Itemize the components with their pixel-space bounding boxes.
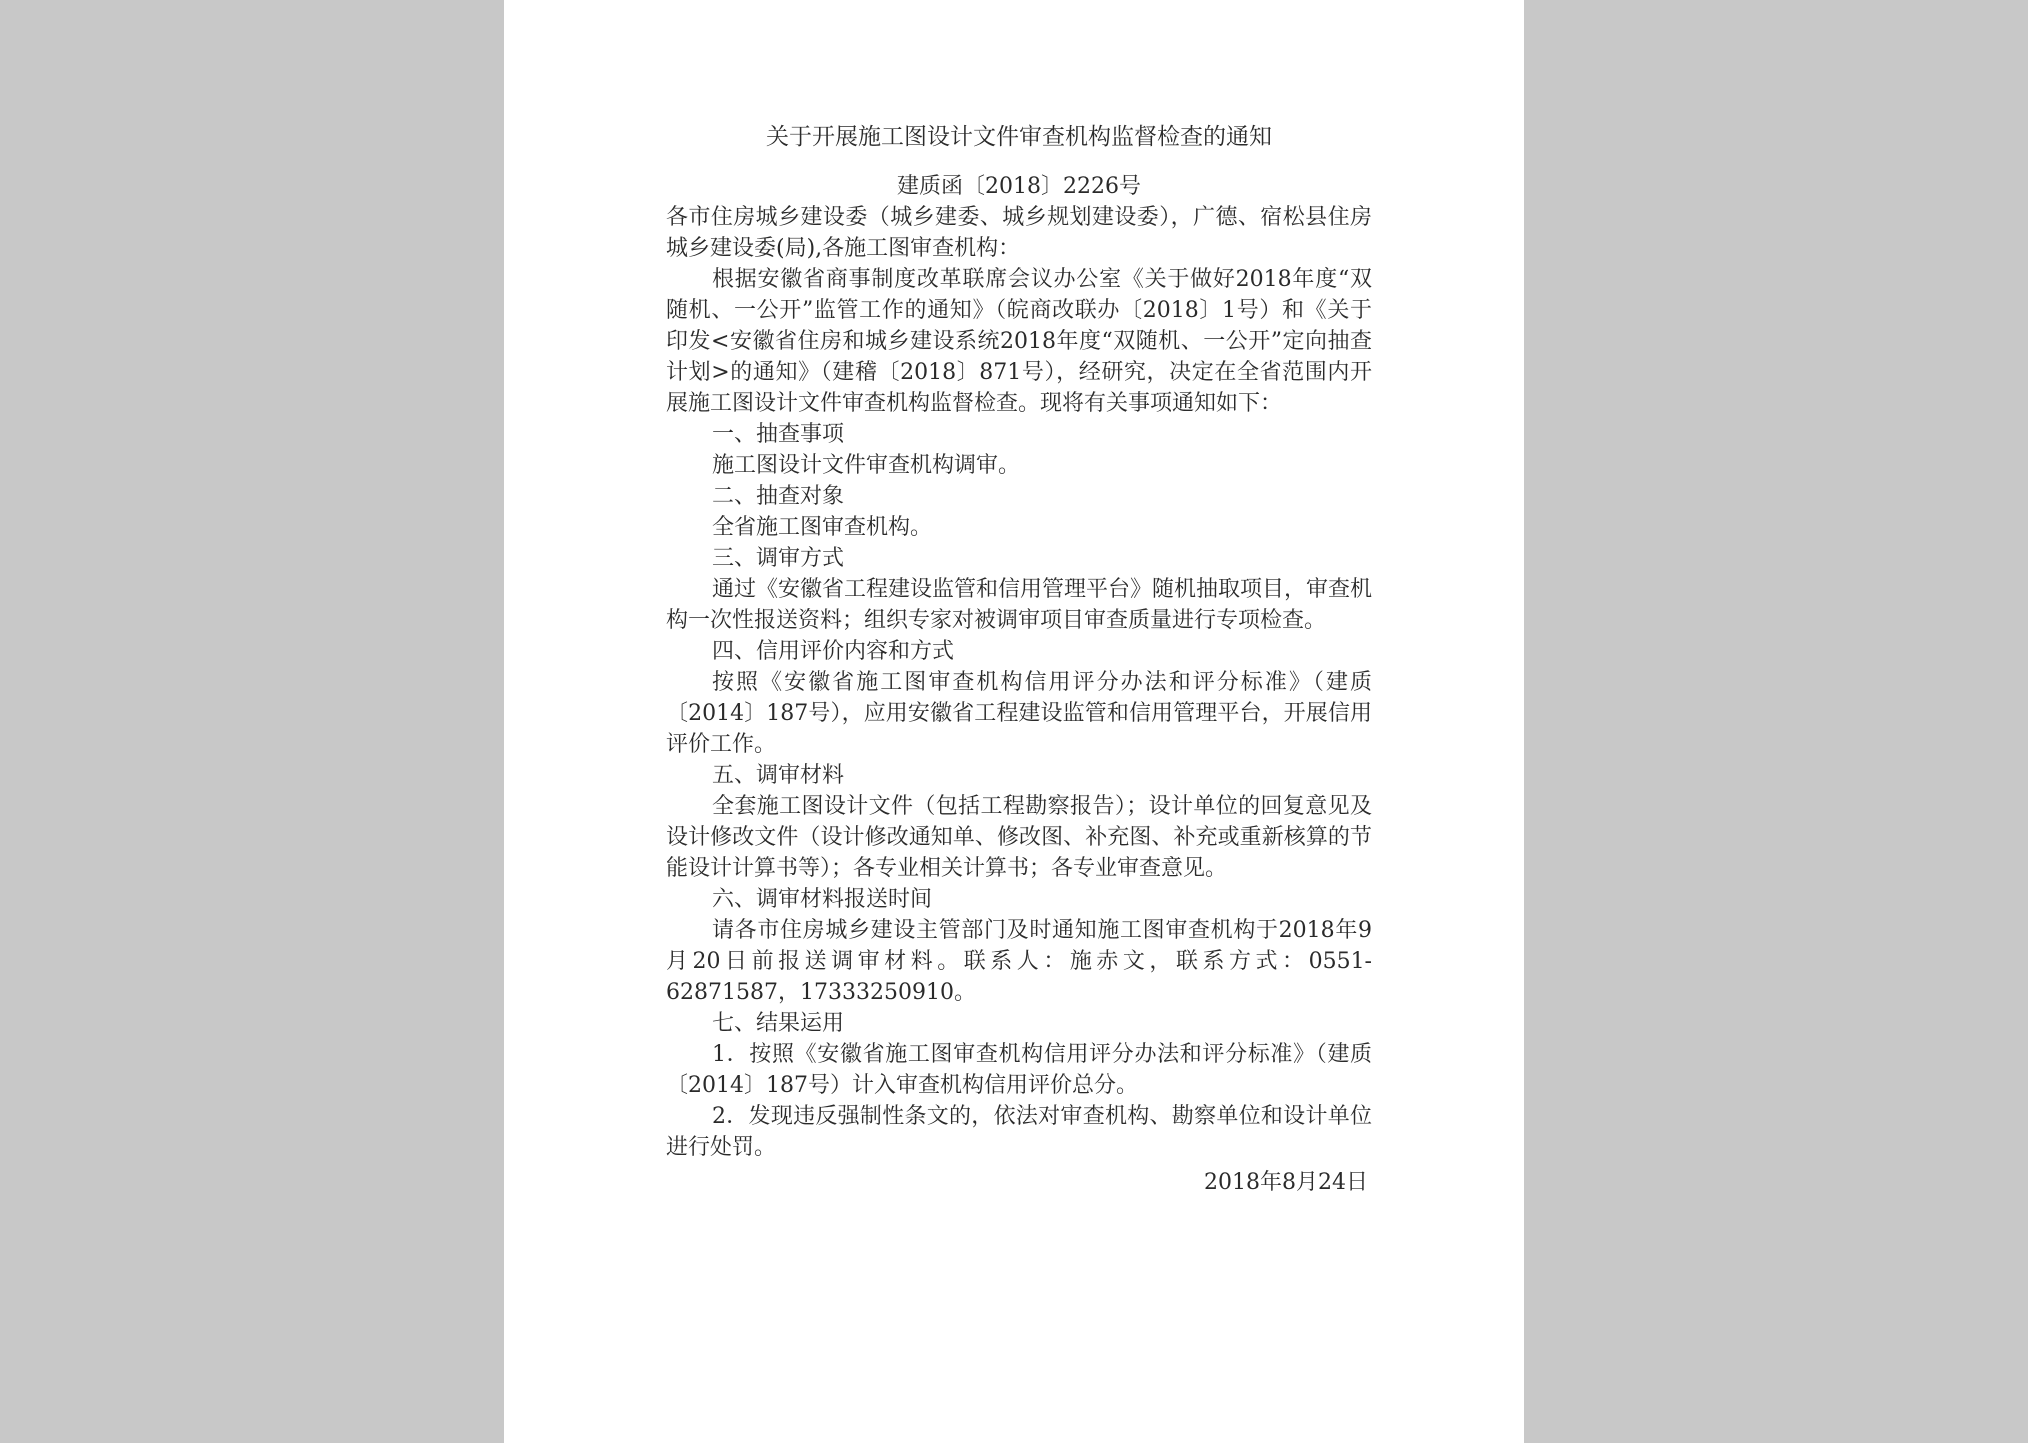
section-body-3: 通过《安徽省工程建设监管和信用管理平台》随机抽取项目，审查机构一次性报送资料；组织专家对被调审项目审查质量进行专项检查。 bbox=[666, 577, 1373, 633]
section-body-2: 全省施工图审查机构。 bbox=[712, 515, 933, 540]
section-body-1: 施工图设计文件审查机构调审。 bbox=[712, 453, 1021, 478]
addressee: 各市住房城乡建设委（城乡建委、城乡规划建设委），广德、宿松县住房城乡建设委(局),各施工图审查机构： bbox=[666, 205, 1372, 261]
document-page bbox=[504, 0, 1524, 1443]
section-body-6: 请各市住房城乡建设主管部门及时通知施工图审查机构于2018年9月20日前报送调审材料。联系人：施赤文，联系方式：0551-62871587，17333250910。 bbox=[666, 918, 1372, 1005]
section-heading-5: 五、调审材料 bbox=[712, 763, 845, 788]
document-date: 2018年8月24日 bbox=[1204, 1170, 1368, 1195]
document-number: 建质函〔2018〕2226号 bbox=[897, 174, 1141, 199]
section-body-5: 全套施工图设计文件（包括工程勘察报告）；设计单位的回复意见及设计修改文件（设计修改通知单、修改图、补充图、补充或重新核算的节能设计计算书等）；各专业相关计算书；各专业审查意见。 bbox=[666, 794, 1372, 881]
section-body-7-item-1: 1．按照《安徽省施工图审查机构信用评分办法和评分标准》（建质〔2014〕187号）计入审查机构信用评价总分。 bbox=[666, 1042, 1372, 1098]
section-heading-6: 六、调审材料报送时间 bbox=[712, 887, 933, 912]
section-heading-1: 一、抽查事项 bbox=[712, 422, 845, 447]
section-heading-3: 三、调审方式 bbox=[712, 546, 845, 571]
section-body-7-item-2: 2．发现违反强制性条文的，依法对审查机构、勘察单位和设计单位进行处罚。 bbox=[666, 1104, 1372, 1160]
document-content bbox=[666, 120, 1372, 1198]
section-heading-2: 二、抽查对象 bbox=[712, 484, 845, 509]
section-heading-4: 四、信用评价内容和方式 bbox=[712, 639, 955, 664]
document-title: 关于开展施工图设计文件审查机构监督检查的通知 bbox=[766, 124, 1272, 150]
intro-paragraph: 根据安徽省商事制度改革联席会议办公室《关于做好2018年度“双随机、一公开”监管工作的通知》（皖商改联办〔2018〕1号）和《关于印发<安徽省住房和城乡建设系统2018年度“双随机、一公开”定向抽查计划>的通知》（建稽〔2018〕871号），经研究，决定在全省范围内开展施工图设计文件审查机构监督检查。现将有关事项通知如下： bbox=[666, 267, 1372, 416]
section-heading-7: 七、结果运用 bbox=[712, 1011, 845, 1036]
section-body-4: 按照《安徽省施工图审查机构信用评分办法和评分标准》（建质〔2014〕187号），应用安徽省工程建设监管和信用管理平台，开展信用评价工作。 bbox=[666, 670, 1372, 757]
